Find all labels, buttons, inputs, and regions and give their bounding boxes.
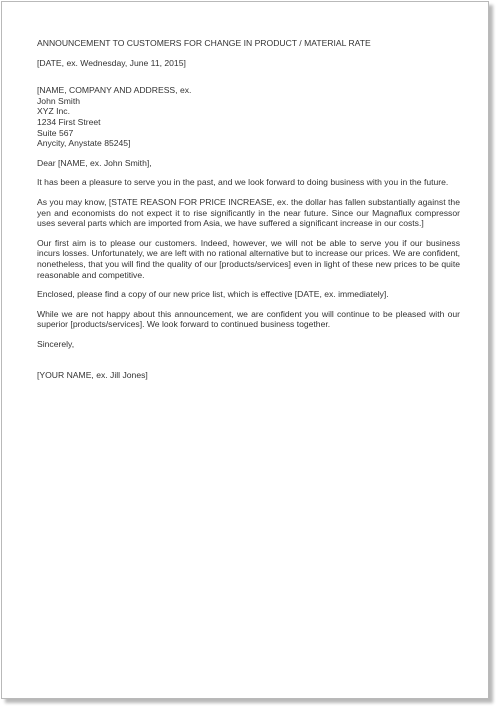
address-line: [NAME, COMPANY AND ADDRESS, ex. xyxy=(37,85,192,96)
address-line: Suite 567 xyxy=(37,127,74,138)
paragraph-1: It has been a pleasure to serve you in the past, and we look forward to doing business with you in the future. xyxy=(37,177,449,188)
paragraph-3: Our first aim is to please our customers. Indeed, however, we will not be able to serve you if our business incurs losses. Unfortunately, we are left with no rational alternative but to increase our prices. We are confident, nonetheless, that you will find the quality of our [products/services] even in light of these new prices to be quite reasonable and competitive. xyxy=(37,237,460,280)
address-line: 1234 First Street xyxy=(37,116,101,127)
address-line: Anycity, Anystate 85245] xyxy=(37,138,131,149)
letter-title: ANNOUNCEMENT TO CUSTOMERS FOR CHANGE IN PRODUCT / MATERIAL RATE xyxy=(37,38,371,48)
paragraph-4: Enclosed, please find a copy of our new price list, which is effective [DATE, ex. immediately]. xyxy=(37,289,389,300)
letter-date: [DATE, ex. Wednesday, June 11, 2015] xyxy=(37,57,186,68)
recipient-address-block xyxy=(37,85,460,149)
signature: [YOUR NAME, ex. Jill Jones] xyxy=(37,370,148,381)
salutation: Dear [NAME, ex. John Smith], xyxy=(37,157,152,168)
address-line: John Smith xyxy=(37,95,80,106)
document-page xyxy=(1,1,489,699)
paragraph-2: As you may know, [STATE REASON FOR PRICE INCREASE, ex. the dollar has fallen substantially against the yen and economists do not expect it to rise significantly in the near future. Since our Magnaflux compressor uses several parts which are imported from Asia, we have suffered a significant increase in our costs.] xyxy=(37,196,460,229)
closing: Sincerely, xyxy=(37,338,75,349)
letter-body xyxy=(37,38,460,381)
address-line: XYZ Inc. xyxy=(37,106,70,117)
paragraph-5: While we are not happy about this announcement, we are confident you will continue to be pleased with our superior [products/services]. We look forward to continued business together. xyxy=(37,308,460,330)
